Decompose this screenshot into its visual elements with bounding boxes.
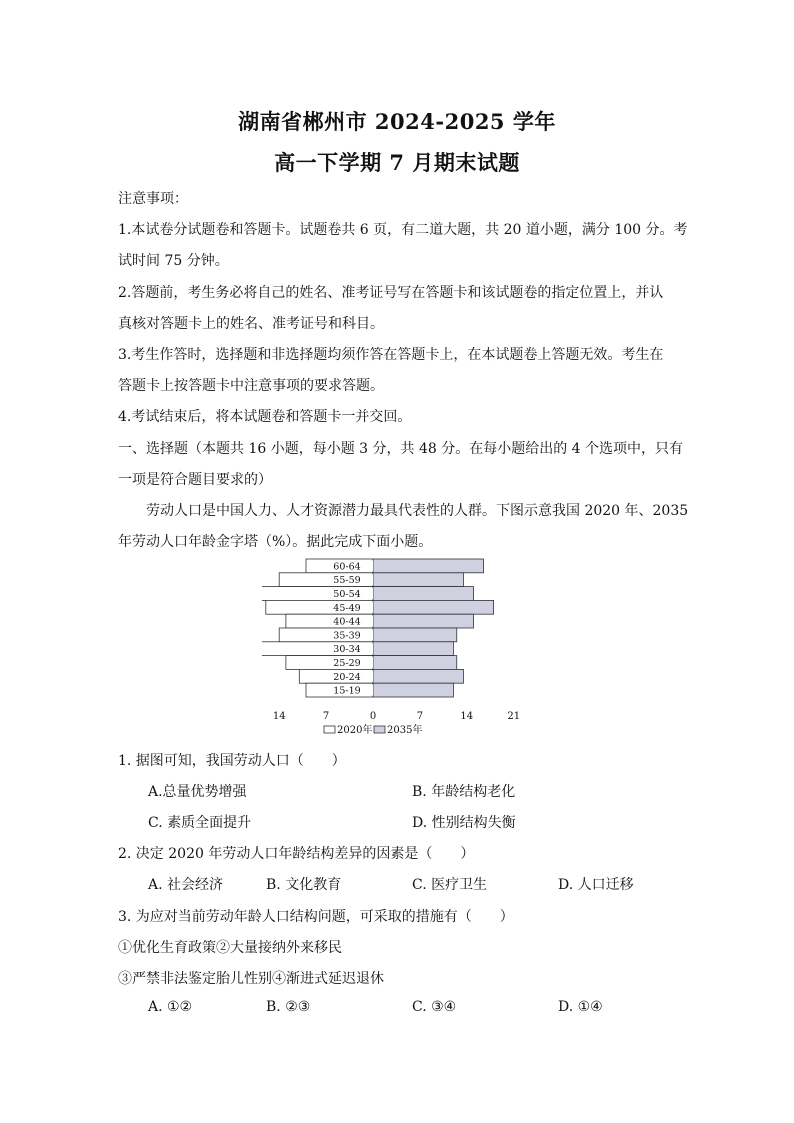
notice-item-3-line2: 答题卡上按答题卡中注意事项的要求答题。 xyxy=(118,378,384,394)
notice-item-1-line2: 试时间 75 分钟。 xyxy=(118,253,229,269)
legend-label-2020: 2020年 xyxy=(337,725,373,736)
question-1-option-c[interactable]: C. 素质全面提升 xyxy=(148,815,252,831)
notice-item-3-line1: 3.考生作答时，选择题和非选择题均须作答在答题卡上，在本试题卷上答题无效。考生在 xyxy=(118,347,664,363)
x-tick-label: 14 xyxy=(460,711,474,722)
bar-2035-40-44 xyxy=(373,614,474,628)
question-1-option-b[interactable]: B. 年龄结构老化 xyxy=(412,784,516,800)
x-tick-label: 7 xyxy=(416,711,424,722)
question-2-option-c[interactable]: C. 医疗卫生 xyxy=(412,877,488,893)
section-heading-line1: 一、选择题（本题共 16 小题，每小题 3 分，共 48 分。在每小题给出的 4 个选项中，只有 xyxy=(118,441,684,457)
x-tick-label: 14 xyxy=(272,711,286,722)
question-3-statements-line2: ③严禁非法鉴定胎儿性别④渐进式延迟退休 xyxy=(118,971,384,987)
bar-2035-15-19 xyxy=(373,683,453,697)
age-label-15-19: 15-19 xyxy=(333,685,361,697)
notice-item-2-line2: 真核对答题卡上的姓名、准考证号和科目。 xyxy=(118,316,384,332)
notice-item-2-line1: 2.答题前，考生务必将自己的姓名、准考证号写在答题卡和该试题卷的指定位置上，并认 xyxy=(118,285,664,301)
question-1-option-d[interactable]: D. 性别结构失衡 xyxy=(412,815,516,831)
age-label-50-54: 50-54 xyxy=(333,589,361,600)
exam-title-line1: 湖南省郴州市 2024-2025 学年 xyxy=(238,109,556,134)
age-label-40-44: 40-44 xyxy=(333,616,361,628)
bar-2035-60-64 xyxy=(373,559,484,573)
x-tick-label: 21 xyxy=(507,711,521,722)
age-label-25-29: 25-29 xyxy=(333,658,361,669)
age-label-35-39: 35-39 xyxy=(333,630,361,642)
notice-item-4: 4.考试结束后，将本试题卷和答题卡一并交回。 xyxy=(118,409,412,425)
question-3-statements-line1: ①优化生育政策②大量接纳外来移民 xyxy=(118,940,342,956)
age-label-20-24: 20-24 xyxy=(333,671,361,683)
section-heading-line2: 一项是符合题目要求的） xyxy=(118,472,272,488)
question-2-stem: 2. 决定 2020 年劳动人口年龄结构差异的因素是（ ） xyxy=(118,846,475,862)
x-tick-label: 0 xyxy=(369,711,377,722)
age-label-30-34: 30-34 xyxy=(333,644,361,656)
population-pyramid-chart xyxy=(262,553,542,738)
question-3-option-c[interactable]: C. ③④ xyxy=(412,999,457,1015)
intro-line1: 劳动人口是中国人力、人才资源潜力最具代表性的人群。下图示意我国 2020 年、2035 xyxy=(146,503,689,519)
bar-2035-30-34 xyxy=(373,642,453,656)
intro-line2: 年劳动人口年龄金字塔（%）。据此完成下面小题。 xyxy=(118,534,433,550)
bar-2035-35-39 xyxy=(373,628,457,642)
bar-2035-45-49 xyxy=(373,600,494,614)
notice-heading: 注意事项： xyxy=(118,191,188,207)
question-3-option-a[interactable]: A. ①② xyxy=(148,999,193,1015)
question-1-stem: 1. 据图可知，我国劳动人口（ ） xyxy=(118,753,346,769)
age-label-45-49: 45-49 xyxy=(333,602,361,614)
bar-2035-50-54 xyxy=(373,587,474,601)
question-2-option-a[interactable]: A. 社会经济 xyxy=(148,877,224,893)
x-tick-label: 7 xyxy=(322,711,330,722)
question-3-option-b[interactable]: B. ②③ xyxy=(266,999,311,1015)
question-3-stem: 3. 为应对当前劳动年龄人口结构问题，可采取的措施有（ ） xyxy=(118,909,514,925)
bar-2035-55-59 xyxy=(373,573,463,587)
age-label-55-59: 55-59 xyxy=(333,575,361,587)
bar-2035-20-24 xyxy=(373,669,463,683)
question-1-option-a[interactable]: A.总量优势增强 xyxy=(148,784,247,800)
legend-swatch-2035 xyxy=(374,726,385,733)
bar-2035-25-29 xyxy=(373,656,457,670)
notice-item-1-line1: 1.本试卷分试题卷和答题卡。试题卷共 6 页，有二道大题，共 20 道小题，满分 100 分。考 xyxy=(118,222,688,238)
question-3-option-d[interactable]: D. ①④ xyxy=(558,999,603,1015)
age-label-60-64: 60-64 xyxy=(333,561,361,573)
exam-title-line2: 高一下学期 7 月期末试题 xyxy=(274,150,520,175)
legend-swatch-2020 xyxy=(324,726,335,733)
legend-label-2035: 2035年 xyxy=(387,725,423,736)
question-2-option-d[interactable]: D. 人口迁移 xyxy=(558,877,634,893)
question-2-option-b[interactable]: B. 文化教育 xyxy=(266,877,342,893)
